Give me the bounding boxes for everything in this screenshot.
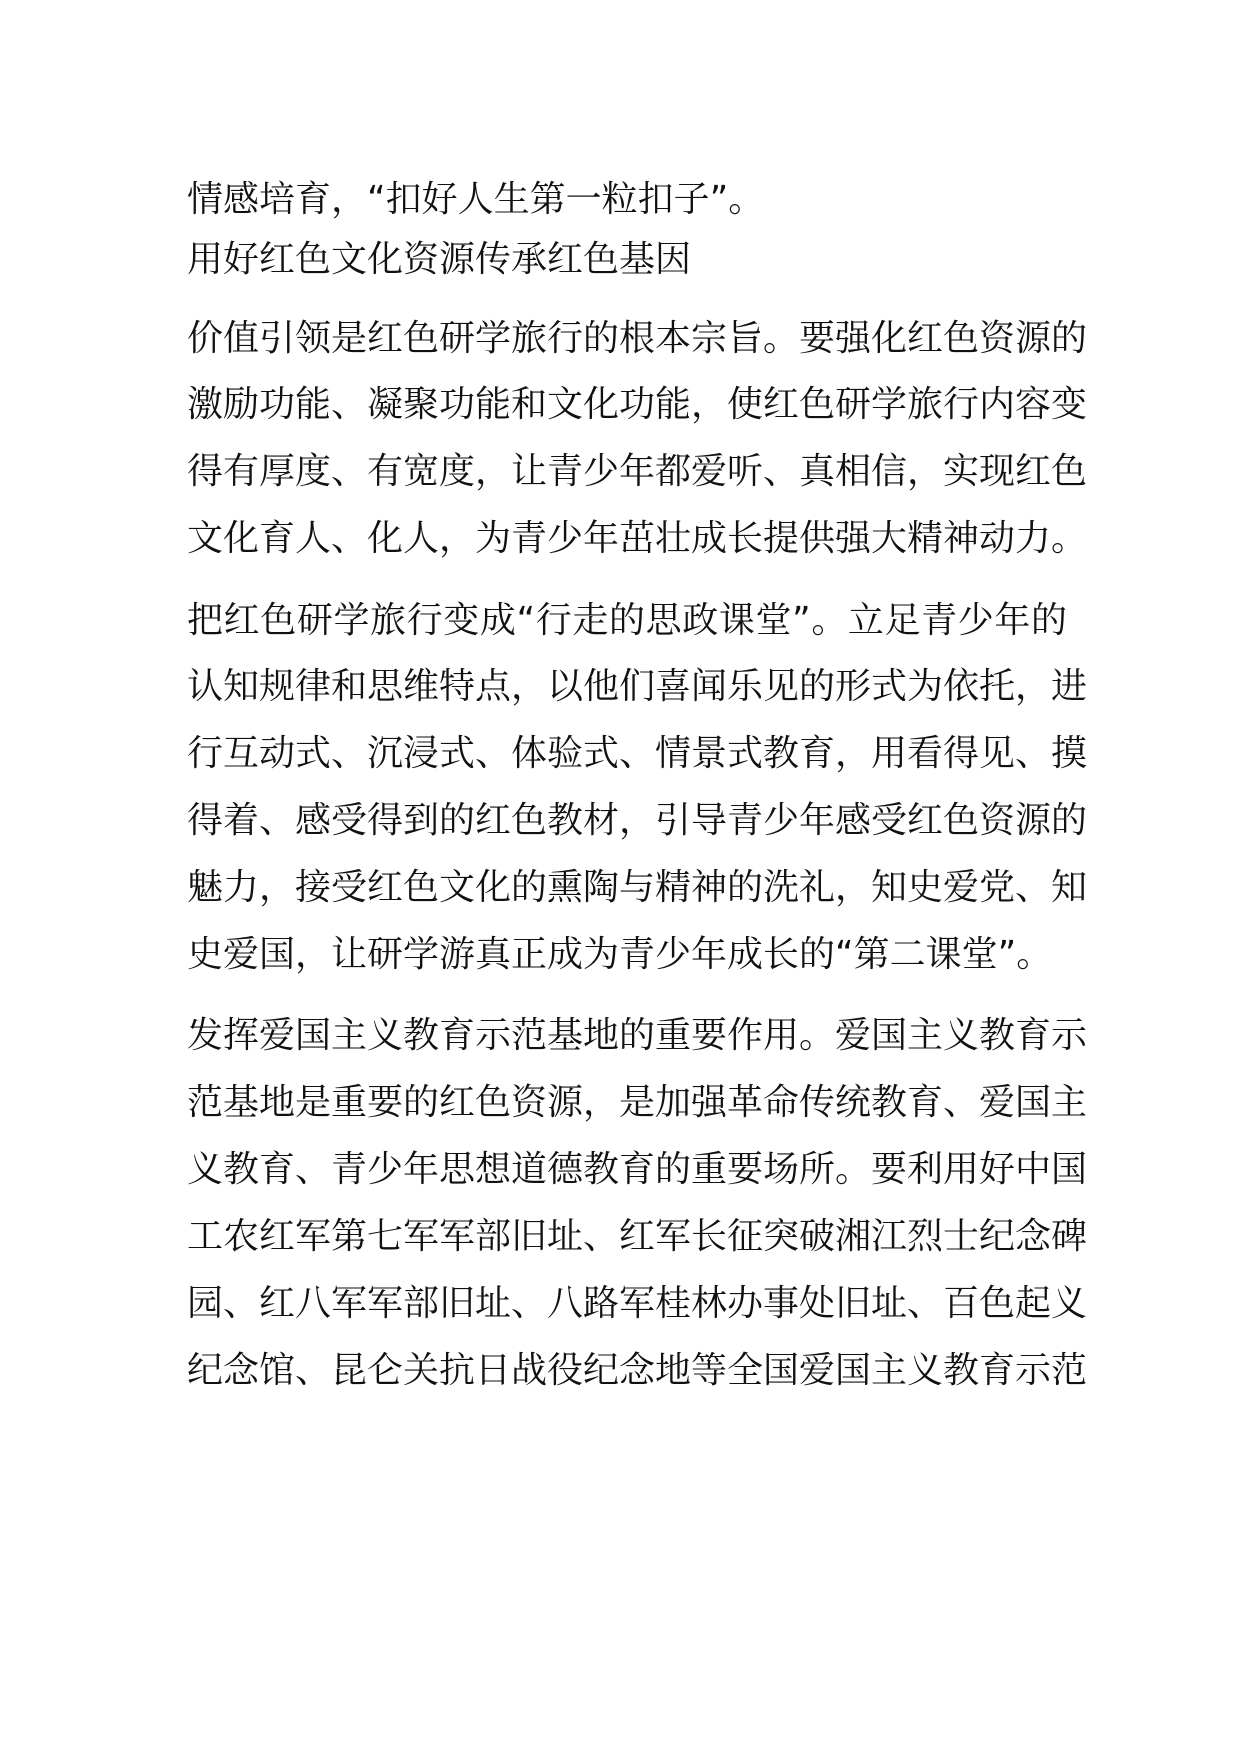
paragraph-line: 纪念馆、昆仑关抗日战役纪念地等全国爱国主义教育示范 [187,1350,1088,1391]
paragraph-line: 文化育人、化人，为青少年茁壮成长提供强大精神动力。 [187,518,1088,559]
paragraph-line: 把红色研学旅行变成“行走的思政课堂”。立足青少年的 [187,600,1067,641]
paragraph-line: 得着、感受得到的红色教材，引导青少年感受红色资源的 [187,800,1088,841]
paragraph-line: 行互动式、沉浸式、体验式、情景式教育，用看得见、摸 [187,733,1088,774]
paragraph-line: 情感培育，“扣好人生第一粒扣子”。 [187,179,765,220]
paragraph-line: 激励功能、凝聚功能和文化功能，使红色研学旅行内容变 [187,384,1088,425]
paragraph-line: 价值引领是红色研学旅行的根本宗旨。要强化红色资源的 [187,318,1088,359]
paragraph-line: 史爱国，让研学游真正成为青少年成长的“第二课堂”。 [187,934,1053,975]
paragraph-line: 认知规律和思维特点，以他们喜闻乐见的形式为依托，进 [187,666,1088,707]
section-heading: 用好红色文化资源传承红色基因 [187,239,692,280]
paragraph-line: 魅力，接受红色文化的熏陶与精神的洗礼，知史爱党、知 [187,867,1088,908]
paragraph-line: 发挥爱国主义教育示范基地的重要作用。爱国主义教育示 [187,1015,1088,1056]
paragraph-line: 义教育、青少年思想道德教育的重要场所。要利用好中国 [187,1149,1088,1190]
paragraph-line: 工农红军第七军军部旧址、红军长征突破湘江烈士纪念碑 [187,1216,1088,1257]
paragraph-line: 得有厚度、有宽度，让青少年都爱听、真相信，实现红色 [187,451,1088,492]
paragraph-line: 范基地是重要的红色资源，是加强革命传统教育、爱国主 [187,1082,1088,1123]
paragraph-line: 园、红八军军部旧址、八路军桂林办事处旧址、百色起义 [187,1283,1088,1324]
